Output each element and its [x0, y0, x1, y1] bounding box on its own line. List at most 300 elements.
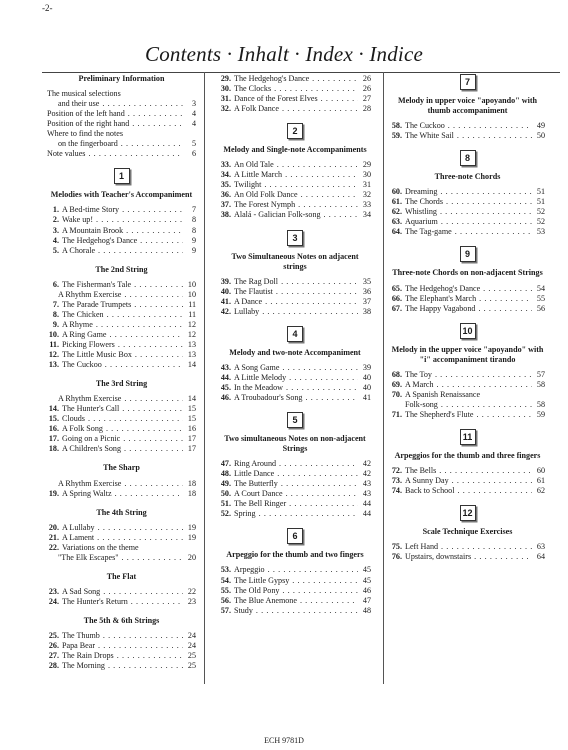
entry-page-number: 16 [187, 424, 196, 434]
dot-leader [281, 277, 358, 287]
contents-entry[interactable] [47, 290, 196, 300]
contents-section [47, 370, 196, 454]
contents-entry[interactable] [219, 94, 371, 104]
entry-page-number: 49 [536, 121, 545, 131]
contents-entry[interactable] [47, 226, 196, 236]
publisher-code: ECH 9781D [264, 736, 304, 745]
entry-page-number: 40 [362, 382, 371, 392]
dot-leader [105, 360, 183, 370]
dot-leader [285, 170, 358, 180]
entry-number: 60. [391, 187, 402, 197]
contents-entry[interactable] [47, 661, 196, 671]
dot-leader [132, 119, 183, 129]
contents-entry[interactable] [390, 390, 545, 400]
contents-entry[interactable] [390, 197, 545, 207]
dot-leader [97, 533, 183, 543]
dot-leader [115, 489, 183, 499]
dot-leader [96, 215, 183, 225]
entry-number: 67. [391, 303, 402, 313]
section-heading: Scale Technique Exercises [422, 527, 513, 537]
contents-entry[interactable] [219, 74, 371, 84]
entry-number: 22. [48, 542, 59, 552]
dot-leader [300, 596, 358, 606]
contents-section [219, 74, 371, 114]
contents-entry[interactable] [47, 320, 196, 330]
entry-title: A Rhythm Exercise [58, 394, 122, 404]
contents-entry[interactable] [219, 489, 371, 499]
contents-entry[interactable] [219, 287, 371, 297]
contents-entry[interactable] [47, 553, 196, 563]
contents-entry[interactable] [390, 370, 545, 380]
contents-entry[interactable] [47, 631, 196, 641]
contents-entry[interactable] [390, 542, 545, 552]
entry-page-number: 58 [536, 379, 545, 389]
entry-page-number: 48 [362, 605, 371, 615]
entry-page-number: 11 [188, 309, 196, 319]
entry-number: 51. [220, 499, 231, 509]
entry-title: Papa Bear [62, 641, 96, 651]
entry-page-number: 25 [187, 661, 196, 671]
entry-title: A Spanish Renaissance [405, 389, 481, 399]
entry-title: The White Sail [405, 131, 454, 141]
entry-page-number: 19 [187, 532, 196, 542]
entry-title: A Chorale [62, 245, 96, 255]
entry-title: The Hedgehog's Dance [405, 283, 481, 293]
contents-entry[interactable] [219, 210, 371, 220]
section-heading: Three-note Chords on non-adjacent Strings [392, 268, 543, 278]
entry-page-number: 53 [536, 227, 545, 237]
entry-page-number: 6 [191, 149, 196, 159]
contents-entry[interactable] [219, 84, 371, 94]
entry-page-number: 31 [362, 180, 371, 190]
contents-entry[interactable] [390, 207, 545, 217]
entry-title: The Forest Nymph [234, 200, 296, 210]
entry-number: 2. [52, 215, 59, 225]
contents-section [219, 221, 371, 317]
section-heading: Arpeggio for the thumb and two fingers [226, 550, 364, 560]
contents-entry[interactable] [390, 131, 545, 141]
entry-title: A Court Dance [234, 489, 283, 499]
dot-leader [264, 180, 358, 190]
contents-entry[interactable] [47, 149, 196, 159]
entry-title: Alalá - Galician Folk-song [234, 210, 321, 220]
dot-leader [134, 280, 183, 290]
entry-title: A Folk Song [62, 424, 103, 434]
entry-page-number: 4 [191, 119, 196, 129]
entry-title: and their use [58, 99, 100, 109]
entry-title: A Bed-time Story [62, 205, 120, 215]
dot-leader [276, 287, 358, 297]
entry-number: 55. [220, 585, 231, 595]
contents-entry[interactable] [219, 297, 371, 307]
entry-number: 24. [48, 596, 59, 606]
entry-title: The Cuckoo [62, 360, 102, 370]
contents-entry[interactable] [390, 552, 545, 562]
contents-entry[interactable] [47, 523, 196, 533]
entry-number: 62. [391, 207, 402, 217]
entry-title: A Spring Waltz [62, 488, 112, 498]
entry-page-number: 44 [362, 509, 371, 519]
entry-number: 44. [220, 372, 231, 382]
entry-page-number: 38 [362, 306, 371, 316]
entry-title: A Folk Dance [234, 104, 279, 114]
entry-title: The Bells [405, 466, 437, 476]
contents-entry[interactable] [219, 277, 371, 287]
entry-page-number: 44 [362, 499, 371, 509]
contents-entry[interactable] [390, 476, 545, 486]
entry-page-number: 45 [362, 575, 371, 585]
contents-entry[interactable] [390, 284, 545, 294]
dot-leader [282, 363, 358, 373]
contents-column-1 [47, 74, 196, 671]
contents-entry[interactable] [390, 217, 545, 227]
dot-leader [268, 565, 358, 575]
section-number-badge: 7 [460, 74, 476, 90]
entry-page-number: 13 [187, 339, 196, 349]
section-heading: The 2nd String [95, 264, 148, 274]
entry-page-number: 8 [191, 225, 196, 235]
contents-entry[interactable] [219, 104, 371, 114]
dot-leader [282, 104, 358, 114]
entry-title: Note values [47, 149, 86, 159]
contents-section [47, 563, 196, 607]
contents-entry[interactable] [390, 187, 545, 197]
entry-number: 49. [220, 479, 231, 489]
section-heading: The 3rd String [95, 379, 148, 389]
contents-entry[interactable] [219, 499, 371, 509]
dot-leader [455, 227, 532, 237]
contents-entry[interactable] [219, 190, 371, 200]
entry-title: Aquarium [405, 217, 438, 227]
entry-number: 9. [52, 319, 59, 329]
entry-number: 13. [48, 360, 59, 370]
contents-entry[interactable] [219, 373, 371, 383]
contents-entry[interactable] [219, 160, 371, 170]
contents-entry[interactable] [390, 400, 545, 410]
entry-page-number: 47 [362, 595, 371, 605]
contents-entry[interactable] [219, 170, 371, 180]
entry-title: The Happy Vagabond [405, 303, 476, 313]
entry-title: Folk-song [405, 399, 438, 409]
entry-number: 27. [48, 651, 59, 661]
contents-entry[interactable] [47, 597, 196, 607]
contents-entry[interactable] [47, 489, 196, 499]
contents-entry[interactable] [47, 587, 196, 597]
contents-entry[interactable] [219, 606, 371, 616]
contents-entry[interactable] [47, 404, 196, 414]
section-heading: The 5th & 6th Strings [83, 615, 160, 625]
contents-entry[interactable] [390, 227, 545, 237]
dot-leader [437, 380, 532, 390]
entry-page-number: 51 [536, 197, 545, 207]
entry-number: 76. [391, 552, 402, 562]
contents-section [219, 519, 371, 615]
entry-title: Dreaming [405, 187, 438, 197]
entry-title: The Little Music Box [62, 350, 132, 360]
entry-page-number: 24 [187, 641, 196, 651]
entry-number: 18. [48, 444, 59, 454]
contents-entry[interactable] [390, 121, 545, 131]
dot-leader [281, 479, 358, 489]
column-divider-1 [204, 72, 205, 684]
entry-number: 46. [220, 392, 231, 402]
entry-title: The Tag-game [405, 227, 452, 237]
contents-entry[interactable] [219, 479, 371, 489]
entry-title: The Old Pony [234, 585, 280, 595]
dot-leader [122, 553, 183, 563]
entry-page-number: 51 [536, 187, 545, 197]
contents-entry[interactable] [47, 350, 196, 360]
contents-entry[interactable] [219, 383, 371, 393]
entry-title: An Old Tale [234, 160, 274, 170]
contents-entry[interactable] [219, 307, 371, 317]
dot-leader [265, 297, 358, 307]
entry-title: Where to find the notes [47, 129, 123, 139]
entry-number: 12. [48, 350, 59, 360]
contents-entry[interactable] [390, 410, 545, 420]
contents-entry[interactable] [47, 533, 196, 543]
contents-entry[interactable] [219, 200, 371, 210]
entry-page-number: 36 [362, 286, 371, 296]
entry-number: 35. [220, 180, 231, 190]
entry-page-number: 4 [191, 109, 196, 119]
entry-title: The musical selections [47, 89, 121, 99]
contents-entry[interactable] [219, 459, 371, 469]
entry-number: 32. [220, 104, 231, 114]
entry-page-number: 14 [187, 394, 196, 404]
entry-title: A Rhyme [62, 319, 93, 329]
entry-title: Going on a Picnic [62, 434, 121, 444]
entry-title: A Sad Song [62, 586, 101, 596]
entry-page-number: 12 [187, 319, 196, 329]
dot-leader [103, 631, 183, 641]
dot-leader [117, 651, 183, 661]
section-number-badge: 5 [287, 412, 303, 428]
entry-number: 7. [52, 299, 59, 309]
entry-title: Wake up! [62, 215, 94, 225]
section-number-badge: 6 [287, 528, 303, 544]
entry-page-number: 55 [536, 293, 545, 303]
contents-entry[interactable] [47, 340, 196, 350]
contents-entry[interactable] [390, 486, 545, 496]
entry-title: A Sunny Day [405, 476, 449, 486]
entry-title: Whistling [405, 207, 437, 217]
dot-leader [108, 661, 183, 671]
contents-entry[interactable] [47, 139, 196, 149]
contents-section [47, 256, 196, 370]
entry-number: 50. [220, 489, 231, 499]
contents-entry[interactable] [47, 651, 196, 661]
dot-leader [124, 290, 183, 300]
dot-leader [446, 197, 532, 207]
entry-title: The Hedgehog's Dance [234, 74, 310, 83]
contents-section [47, 159, 196, 255]
contents-entry[interactable] [390, 294, 545, 304]
entry-number: 61. [391, 197, 402, 207]
entry-page-number: 15 [187, 404, 196, 414]
entry-title: The Shepherd's Flute [405, 409, 474, 419]
entry-title: Back to School [405, 486, 455, 496]
contents-entry[interactable] [47, 543, 196, 553]
entry-number: 15. [48, 414, 59, 424]
dot-leader [262, 307, 358, 317]
contents-section [390, 141, 545, 237]
contents-entry[interactable] [219, 469, 371, 479]
contents-entry[interactable] [47, 99, 196, 109]
entry-page-number: 43 [362, 489, 371, 499]
contents-section [219, 403, 371, 519]
contents-entry[interactable] [219, 586, 371, 596]
dot-leader [124, 394, 183, 404]
dot-leader [457, 131, 532, 141]
section-number-badge: 3 [287, 230, 303, 246]
contents-entry[interactable] [390, 304, 545, 314]
dot-leader [448, 121, 532, 131]
contents-entry[interactable] [219, 565, 371, 575]
column-divider-2 [383, 72, 384, 684]
contents-entry[interactable] [47, 414, 196, 424]
contents-entry[interactable] [47, 89, 196, 99]
entry-page-number: 46 [362, 585, 371, 595]
entry-page-number: 14 [187, 360, 196, 370]
dot-leader [321, 94, 358, 104]
entry-number: 63. [391, 217, 402, 227]
contents-entry[interactable] [219, 509, 371, 519]
entry-number: 38. [220, 210, 231, 220]
contents-section [47, 607, 196, 671]
entry-page-number: 62 [536, 486, 545, 496]
entry-title: The Little Gypsy [234, 575, 290, 585]
contents-section [219, 114, 371, 220]
entry-number: 39. [220, 276, 231, 286]
entry-title: In the Meadow [234, 382, 283, 392]
entry-number: 42. [220, 306, 231, 316]
entry-title: Clouds [62, 414, 85, 424]
entry-page-number: 30 [362, 170, 371, 180]
entry-title: A Rhythm Exercise [58, 478, 122, 488]
contents-entry[interactable] [47, 236, 196, 246]
dot-leader [124, 444, 183, 454]
entry-number: 20. [48, 522, 59, 532]
entry-page-number: 5 [191, 139, 196, 149]
entry-number: 68. [391, 369, 402, 379]
contents-entry[interactable] [47, 119, 196, 129]
entry-title: The Blue Anemone [234, 595, 297, 605]
dot-leader [107, 310, 183, 320]
dot-leader [305, 393, 358, 403]
contents-entry[interactable] [47, 434, 196, 444]
contents-entry[interactable] [219, 393, 371, 403]
contents-section [390, 74, 545, 141]
contents-entry[interactable] [219, 363, 371, 373]
entry-title: A Dance [234, 296, 263, 306]
entry-number: 48. [220, 469, 231, 479]
dot-leader [474, 552, 532, 562]
contents-entry[interactable] [390, 380, 545, 390]
entry-page-number: 50 [536, 131, 545, 141]
dot-leader [124, 479, 183, 489]
dot-leader [88, 149, 183, 159]
contents-entry[interactable] [47, 330, 196, 340]
contents-entry[interactable] [47, 246, 196, 256]
dot-leader [312, 74, 358, 84]
dot-leader [292, 576, 358, 586]
dot-leader [135, 350, 183, 360]
dot-leader [102, 99, 183, 109]
contents-section [47, 454, 196, 498]
contents-entry[interactable] [47, 641, 196, 651]
contents-section [390, 314, 545, 420]
entry-title: Lullaby [234, 306, 260, 316]
contents-entry[interactable] [219, 596, 371, 606]
entry-page-number: 37 [362, 296, 371, 306]
entry-number: 4. [52, 235, 59, 245]
entry-number: 11. [49, 339, 59, 349]
section-heading: Melodies with Teacher's Accompaniment [50, 190, 193, 200]
section-number-badge: 8 [460, 150, 476, 166]
entry-page-number: 27 [362, 94, 371, 104]
entry-title: A Ring Game [62, 329, 107, 339]
entry-page-number: 3 [191, 99, 196, 109]
contents-entry[interactable] [47, 215, 196, 225]
dot-leader [274, 84, 358, 94]
entry-page-number: 42 [362, 459, 371, 469]
entry-page-number: 18 [187, 488, 196, 498]
entry-title: The Cuckoo [405, 121, 445, 131]
dot-leader [256, 606, 358, 616]
entry-title: The Clocks [234, 84, 272, 94]
entry-page-number: 24 [187, 631, 196, 641]
contents-entry[interactable] [47, 444, 196, 454]
contents-entry[interactable] [47, 394, 196, 404]
contents-entry[interactable] [219, 576, 371, 586]
entry-number: 17. [48, 434, 59, 444]
section-heading: Three-note Chords [434, 172, 501, 182]
section-number-badge: 10 [460, 323, 476, 339]
entry-title: Study [234, 605, 253, 615]
dot-leader [441, 400, 532, 410]
contents-entry[interactable] [390, 466, 545, 476]
contents-entry[interactable] [47, 424, 196, 434]
entry-page-number: 56 [536, 303, 545, 313]
dot-leader [121, 139, 183, 149]
entry-number: 19. [48, 488, 59, 498]
entry-title: The Thumb [62, 631, 100, 641]
contents-entry[interactable] [47, 300, 196, 310]
entry-page-number: 33 [362, 200, 371, 210]
contents-entry[interactable] [47, 479, 196, 489]
contents-section [47, 74, 196, 159]
contents-entry[interactable] [47, 360, 196, 370]
entry-number: 64. [391, 227, 402, 237]
contents-entry[interactable] [47, 310, 196, 320]
contents-entry[interactable] [47, 205, 196, 215]
entry-title: A Little Melody [234, 372, 287, 382]
entry-number: 70. [391, 389, 402, 399]
dot-leader [279, 459, 358, 469]
section-heading: Preliminary Information [78, 74, 165, 83]
entry-page-number: 10 [187, 289, 196, 299]
contents-entry[interactable] [47, 109, 196, 119]
entry-number: 1. [52, 205, 59, 215]
contents-entry[interactable] [47, 129, 196, 139]
contents-section [390, 237, 545, 313]
entry-number: 21. [48, 532, 59, 542]
entry-page-number: 26 [362, 84, 371, 94]
dot-leader [123, 434, 183, 444]
contents-entry[interactable] [47, 280, 196, 290]
contents-entry[interactable] [219, 180, 371, 190]
